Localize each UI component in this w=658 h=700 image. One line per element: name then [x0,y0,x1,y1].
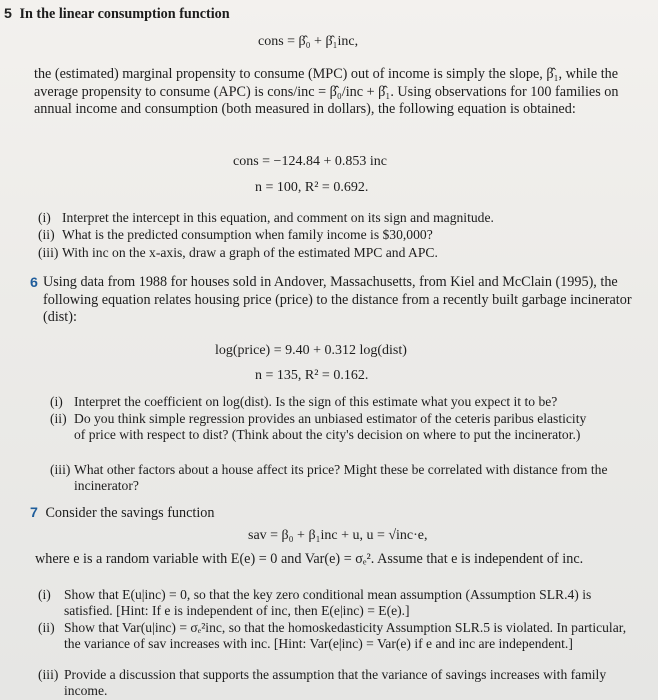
equation: log(price) = 9.40 + 0.312 log(dist) [215,343,407,358]
subquestion [38,667,638,698]
subquestion-text: Show that Var(u|inc) = σₑ²inc, so that the homoskedasticity Assumption SLR.5 is violated. In particular, the variance of sav increases with inc. [Hint: Var(e|inc) = Var(e) if e and inc are independent.] [64,620,627,651]
subquestion [50,411,590,442]
subquestion [38,227,638,243]
subquestion-text: Provide a discussion that supports the assumption that the variance of savings increases with family income. [64,667,607,698]
subquestion [50,394,640,410]
equation: sav = β₀ + β₁inc + u, u = √inc·e, [248,528,428,543]
question-title: In the linear consumption function [19,6,230,22]
subquestion-label: (iii) [38,667,59,682]
subquestion-text: Show that E(u|inc) = 0, so that the key zero conditional mean assumption (Assumption SLR.4) is satisfied. [Hint: If e is independent of inc, then E(e|inc) = E(e).] [64,587,592,618]
subquestion-label: (iii) [50,462,71,477]
question-number: 5 [4,6,12,22]
subquestion-label: (i) [38,210,51,225]
question-paragraph: Using data from 1988 for houses sold in Andover, Massachusetts, from Kiel and McClain (1995), the following equation relates housing price (price) to the distance from a recently built garbage incinerator (dist): [43,274,632,325]
subquestion [38,587,638,618]
question-number: 6 [30,275,38,291]
question-7-header [30,505,214,522]
subquestion-text: Interpret the intercept in this equation, and comment on its sign and magnitude. [62,210,494,225]
subquestion [38,245,638,261]
subquestion-label: (ii) [38,620,55,635]
subquestion-label: (iii) [38,245,59,260]
subquestion-text: Interpret the coefficient on log(dist). Is the sign of this estimate what you expect it to be? [74,394,558,409]
subquestion-label: (ii) [38,227,55,242]
equation: cons = −124.84 + 0.853 inc [233,154,387,169]
question-title: Consider the savings function [45,505,215,521]
question-paragraph: the (estimated) marginal propensity to consume (MPC) out of income is simply the slope, β̂₁, while the average propensity to consume (APC) is cons/inc = β̂₀/inc + β̂₁. Using observations for 100 families on annual income and consumption (both measured in dollars), the following equation is obtained: [34,66,619,117]
subquestion-text: What other factors about a house affect its price? Might these be correlated with distance from the incinerator? [74,462,608,493]
subquestion-text: With inc on the x-axis, draw a graph of the estimated MPC and APC. [62,245,438,260]
subquestion-label: (i) [38,587,51,602]
equation-stats: n = 100, R² = 0.692. [255,180,369,195]
question-6-header [30,275,38,292]
subquestion-text: Do you think simple regression provides an unbiased estimator of the ceteris paribus elasticity of price with respect to dist? (Think about the city's decision on where to put the incinerator.) [74,411,587,442]
equation: cons = β̂₀ + β̂₁inc, [258,34,359,49]
subquestion-label: (ii) [50,411,67,426]
subquestion [50,462,635,493]
subquestion-text: What is the predicted consumption when family income is $30,000? [62,227,433,242]
equation-stats: n = 135, R² = 0.162. [255,368,369,383]
subquestion-label: (i) [50,394,63,409]
subquestion [38,210,638,226]
question-number: 7 [30,505,38,521]
question-paragraph: where e is a random variable with E(e) = 0 and Var(e) = σₑ². Assume that e is independent of inc. [35,551,584,567]
question-5-header [4,6,230,23]
subquestion [38,620,638,651]
